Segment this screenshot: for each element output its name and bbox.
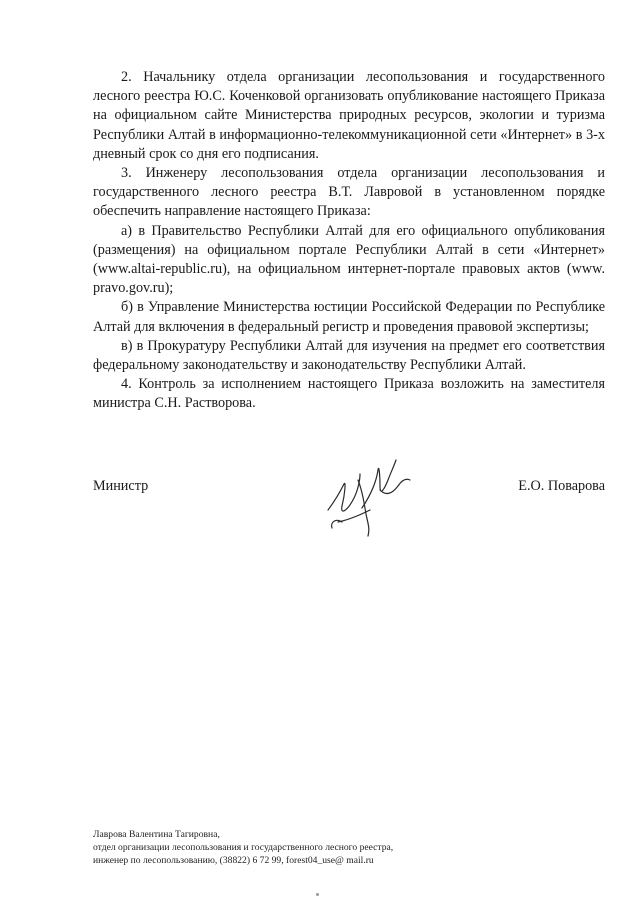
- paragraph-item-3c: в) в Прокуратуру Республики Алтай для изучения на предмет его соответствия федеральному законодательству и законодательству Республики Алтай.: [93, 337, 605, 374]
- executor-name: Лаврова Валентина Тагировна,: [93, 829, 220, 840]
- signatory-title: Министр: [93, 478, 149, 494]
- paragraph-item-2: 2. Начальнику отдела организации лесопользования и государственного лесного реестра Ю.С. Коченковой организовать опубликование настоящего Приказа на официальном сайте Министерства природных ресурсов, экологии и туризма Республики Алтай в информационно-телекоммуникационной сети «Интернет» в 3-х дневный срок со дня его подписания.: [93, 69, 605, 162]
- handwritten-signature: [318, 450, 418, 550]
- signatory-name: Е.О. Поварова: [518, 478, 605, 494]
- document-body: [93, 68, 605, 414]
- executor-contacts: инженер по лесопользованию, (38822) 6 72 99, forest04_use@ mail.ru: [93, 855, 374, 866]
- executor-footer: [93, 828, 593, 867]
- paragraph-item-3a: а) в Правительство Республики Алтай для его официального опубликования (размещения) на официальном портале Республики Алтай в сети «Интернет» (www.altai-republic.ru), на официальном интернет-портале правовых актов (www. pravo.gov.ru);: [93, 222, 605, 297]
- paragraph-item-3: 3. Инженеру лесопользования отдела организации лесопользования и государственного лесного реестра В.Т. Лавровой в установленном порядке обеспечить направление настоящего Приказа:: [93, 165, 605, 220]
- paragraph-item-3b: б) в Управление Министерства юстиции Российской Федерации по Республике Алтай для включения в федеральный регистр и проведения правовой экспертизы;: [93, 299, 605, 335]
- executor-department: отдел организации лесопользования и государственного лесного реестра,: [93, 842, 394, 853]
- paragraph-item-4: 4. Контроль за исполнением настоящего Приказа возложить на заместителя министра С.Н. Растворова.: [93, 376, 605, 412]
- scan-dot: [316, 893, 319, 896]
